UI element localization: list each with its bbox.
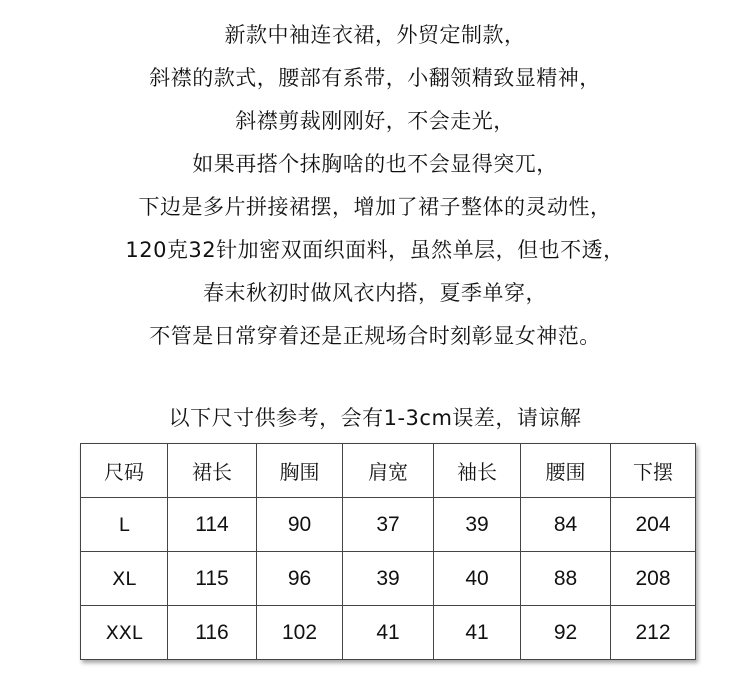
table-cell: 37 bbox=[343, 498, 434, 552]
description-line: 春末秋初时做风衣内搭，夏季单穿， bbox=[203, 281, 547, 305]
table-cell: 204 bbox=[611, 498, 696, 552]
size-note: 以下尺寸供参考，会有1-3cm误差，请谅解 bbox=[168, 406, 582, 430]
size-cell: XL bbox=[81, 552, 168, 606]
header-waist: 腰围 bbox=[521, 444, 611, 498]
table-cell: 39 bbox=[343, 552, 434, 606]
size-table-header-row bbox=[81, 444, 696, 498]
table-row bbox=[81, 552, 696, 606]
table-cell: 40 bbox=[434, 552, 521, 606]
description-line: 120克32针加密双面织面料，虽然单层，但也不透， bbox=[125, 238, 625, 262]
table-cell: 208 bbox=[611, 552, 696, 606]
table-cell: 102 bbox=[257, 606, 343, 660]
description-line: 斜襟的款式，腰部有系带，小翻领精致显精神， bbox=[149, 66, 601, 90]
table-cell: 41 bbox=[434, 606, 521, 660]
table-cell: 88 bbox=[521, 552, 611, 606]
header-shoulder-width: 肩宽 bbox=[343, 444, 434, 498]
size-table bbox=[80, 443, 696, 660]
description-line: 不管是日常穿着还是正规场合时刻彰显女神范。 bbox=[149, 324, 601, 348]
description-line: 斜襟剪裁刚刚好，不会走光， bbox=[235, 109, 515, 133]
table-cell: 114 bbox=[168, 498, 257, 552]
table-cell: 39 bbox=[434, 498, 521, 552]
table-row bbox=[81, 498, 696, 552]
header-bust: 胸围 bbox=[257, 444, 343, 498]
size-cell: XXL bbox=[81, 606, 168, 660]
table-row bbox=[81, 606, 696, 660]
product-description bbox=[0, 14, 750, 358]
header-sleeve-length: 袖长 bbox=[434, 444, 521, 498]
description-line: 下边是多片拼接裙摆，增加了裙子整体的灵动性， bbox=[138, 195, 612, 219]
description-line: 新款中袖连衣裙，外贸定制款， bbox=[224, 23, 526, 47]
header-hem: 下摆 bbox=[611, 444, 696, 498]
table-cell: 115 bbox=[168, 552, 257, 606]
table-cell: 212 bbox=[611, 606, 696, 660]
table-cell: 96 bbox=[257, 552, 343, 606]
table-cell: 116 bbox=[168, 606, 257, 660]
table-cell: 92 bbox=[521, 606, 611, 660]
table-cell: 90 bbox=[257, 498, 343, 552]
description-line: 如果再搭个抹胸啥的也不会显得突兀， bbox=[192, 152, 558, 176]
header-dress-length: 裙长 bbox=[168, 444, 257, 498]
header-size: 尺码 bbox=[81, 444, 168, 498]
table-cell: 84 bbox=[521, 498, 611, 552]
size-cell: L bbox=[81, 498, 168, 552]
table-cell: 41 bbox=[343, 606, 434, 660]
